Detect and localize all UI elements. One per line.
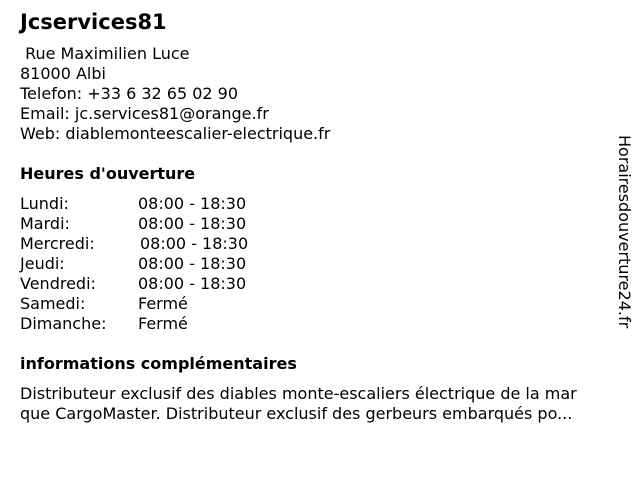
contact-block — [20, 44, 330, 144]
hours-row-sunday — [20, 314, 320, 334]
city: 81000 Albi — [20, 64, 106, 83]
hours-row-wednesday — [20, 234, 320, 254]
hours-row-tuesday — [20, 214, 320, 234]
description-line-1: Distributeur exclusif des diables monte-escaliers électrique de la mar — [20, 384, 577, 403]
phone: Telefon: +33 6 32 65 02 90 — [20, 84, 239, 103]
day-hours: Fermé — [138, 294, 188, 313]
hours-row-monday — [20, 194, 320, 214]
website: Web: diablemonteescalier-electrique.fr — [20, 124, 331, 143]
street-address: Rue Maximilien Luce — [20, 44, 190, 63]
day-hours: 08:00 - 18:30 — [138, 274, 247, 293]
description-line-2: que CargoMaster. Distributeur exclusif des gerbeurs embarqués po... — [20, 404, 573, 423]
opening-hours — [20, 194, 320, 334]
day-label: Jeudi: — [20, 254, 65, 273]
day-hours: 08:00 - 18:30 — [138, 194, 247, 213]
hours-heading: Heures d'ouverture — [20, 164, 196, 183]
email: Email: jc.services81@orange.fr — [20, 104, 269, 123]
hours-row-saturday — [20, 294, 320, 314]
description — [20, 384, 624, 424]
day-label: Mardi: — [20, 214, 70, 233]
info-heading: informations complémentaires — [20, 354, 297, 373]
day-hours: 08:00 - 18:30 — [140, 234, 249, 253]
day-hours: 08:00 - 18:30 — [138, 214, 247, 233]
day-label: Vendredi: — [20, 274, 96, 293]
site-watermark: Horairesdouverture24.fr — [615, 135, 634, 329]
day-label: Samedi: — [20, 294, 86, 313]
day-label: Lundi: — [20, 194, 69, 213]
day-label: Mercredi: — [20, 234, 95, 253]
business-name: Jcservices81 — [20, 10, 167, 34]
hours-row-thursday — [20, 254, 320, 274]
day-label: Dimanche: — [20, 314, 107, 333]
day-hours: Fermé — [138, 314, 188, 333]
day-hours: 08:00 - 18:30 — [138, 254, 247, 273]
hours-row-friday — [20, 274, 320, 294]
